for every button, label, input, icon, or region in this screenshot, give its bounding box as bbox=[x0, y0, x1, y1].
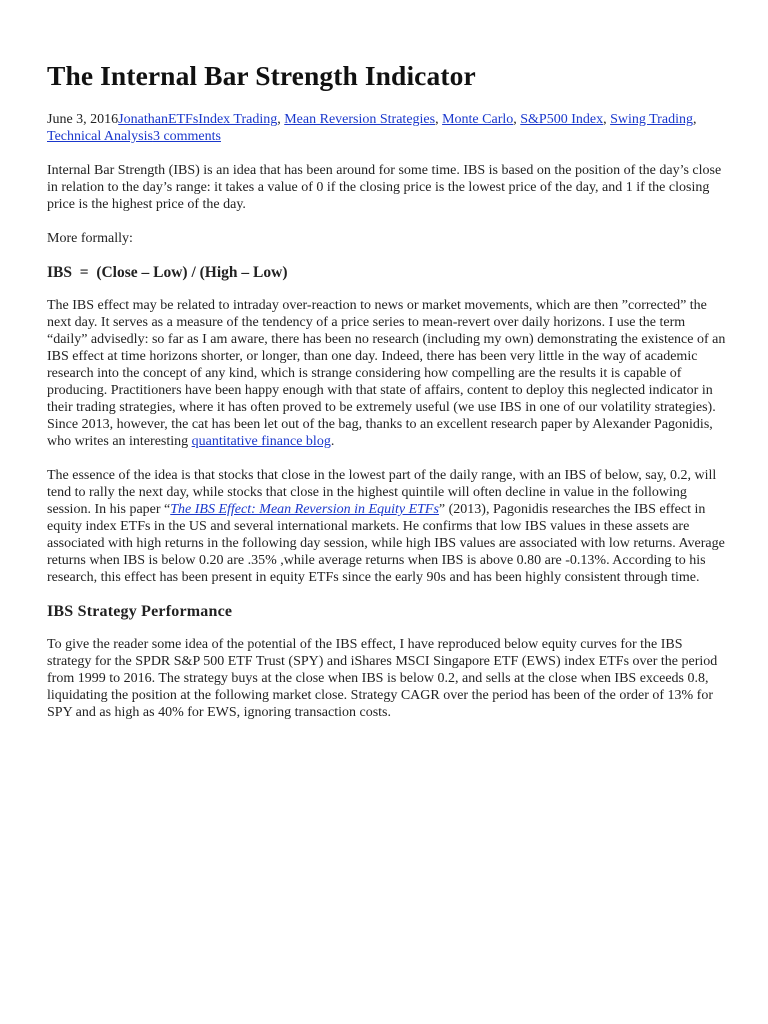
paragraph-ibs-effect bbox=[47, 297, 727, 450]
paragraph-intro: Internal Bar Strength (IBS) is an idea that has been around for some time. IBS is based on the position of the day’s close in relation to the day’s range: it takes a value of 0 if the closing price is the lowest price of the day, and 1 if the closing price is the highest price of the day. bbox=[47, 163, 722, 212]
paragraph-essence bbox=[47, 467, 727, 586]
paragraph-strategy-performance: To give the reader some idea of the potential of the IBS effect, I have reproduced below equity curves for the IBS strategy for the SPDR S&P 500 ETF Trust (SPY) and iShares MSCI Singapore ETF (EWS) index ETFs over the period from 1999 to 2016. The strategy buys at the close when IBS is below 0.2, and sells at the close when IBS exceeds 0.8, liquidating the position at the following market close. Strategy CAGR over the period has been of the order of 13% for SPY and as high as 40% for EWS, ignoring transaction costs. bbox=[47, 637, 718, 720]
category-link-sp500-index[interactable]: S&P500 Index bbox=[520, 112, 604, 127]
article-title: The Internal Bar Strength Indicator bbox=[47, 60, 476, 91]
ibs-formula: IBS = (Close – Low) / (High – Low) bbox=[47, 264, 288, 281]
quantitative-finance-blog-link[interactable]: quantitative finance blog bbox=[191, 434, 331, 449]
category-link-swing-trading[interactable]: Swing Trading bbox=[610, 112, 693, 127]
paragraph-more-formally: More formally: bbox=[47, 231, 133, 246]
author-link[interactable]: JonathanETFs bbox=[118, 112, 199, 127]
paragraph-ibs-effect-text: The IBS effect may be related to intraday over-reaction to news or market movements, which are then ”corrected” the next day. It serves as a measure of the tendency of a price series to mean-revert over daily horizons. I use the term “daily” advisedly: so far as I am aware, there has been no research (including my own) demonstrating the existence of an IBS effect at time horizons shorter, or longer, than one day. Indeed, there has been very little in the way of academic research into the concept of any kind, which is strange considering how compelling are the results it is capable of producing. Practitioners have been happy enough with that state of affairs, content to deploy this neglected indicator in their trading strategies, where it has often proved to be extremely useful (we use IBS in one of our volatility strategies). Since 2013, however, the cat has been let out of the bag, thanks to an excellent research paper by Alexander Pagonidis, who writes an interesting bbox=[47, 298, 726, 449]
paragraph-end: . bbox=[330, 434, 335, 449]
ibs-effect-paper-link[interactable]: The IBS Effect: Mean Reversion in Equity ETFs bbox=[170, 502, 439, 517]
article-body bbox=[47, 162, 727, 738]
category-link-mean-reversion[interactable]: Mean Reversion Strategies bbox=[284, 112, 436, 127]
category-link-index-trading[interactable]: Index Trading bbox=[198, 112, 278, 127]
paragraph-essence-text-b: ” (2013), Pagonidis researches the IBS effect in equity index ETFs in the US and several international markets. He confirms that low IBS values in these assets are associated with high returns in the following day session, while high IBS values are associated with low returns. Average returns when IBS is below 0.20 are .35% ,while average returns when IBS is above 0.80 are -0.13%. According to his research, this effect has been present in equity ETFs since the early 90s and has been highly consistent through time. bbox=[47, 502, 725, 585]
comments-link[interactable]: 3 comments bbox=[152, 129, 221, 144]
post-meta: June 3, 2016JonathanETFsIndex Trading, Mean Reversion Strategies, Monte Carlo, S&P500 Index, Swing Trading, Technical Analysis3 comments bbox=[47, 112, 697, 144]
category-link-technical-analysis[interactable]: Technical Analysis bbox=[47, 129, 153, 144]
post-date: June 3, 2016 bbox=[47, 112, 119, 127]
category-link-monte-carlo[interactable]: Monte Carlo bbox=[442, 112, 514, 127]
paragraph-essence-text-a: The essence of the idea is that stocks that close in the lowest part of the daily range, with an IBS of below, say, 0.2, will tend to rally the next day, while stocks that close in the highest quintile will often decline in value in the following session. In his paper “ bbox=[47, 468, 717, 517]
section-heading-strategy-performance: IBS Strategy Performance bbox=[47, 603, 233, 620]
